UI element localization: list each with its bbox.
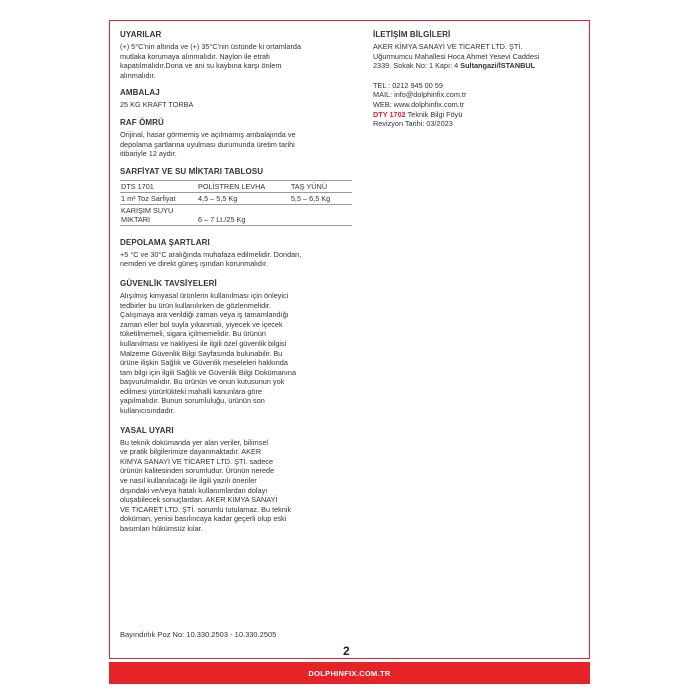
page-number: 2 xyxy=(343,644,350,658)
section-depolama xyxy=(120,238,352,269)
text-line: Çalışmaya ara verildiği zaman veya iş tamamlandığı xyxy=(120,310,289,320)
heading-depolama: DEPOLAMA ŞARTLARI xyxy=(120,237,210,247)
text-line: alınmalıdır. xyxy=(120,70,156,80)
text-line: oluşabilecek sonuçlardan. AKER KİMYA SANAYİ xyxy=(120,495,278,505)
text-depolama xyxy=(120,250,352,269)
contact-address xyxy=(373,42,583,71)
text-line: dışındaki ve/veya hatalı kullanımlardan dolayı xyxy=(120,485,268,495)
text-line: kullanıcısındadır. xyxy=(120,406,175,416)
heading-guvenlik: GÜVENLİK TAVSİYELERİ xyxy=(120,278,217,288)
right-column xyxy=(373,30,583,129)
text-line: mutlaka korumaya alınmalıdır. Naylon ile etrafı xyxy=(120,51,271,61)
text-line: tedbirler bu ürün kullanılırken de gözlenmelidir. xyxy=(120,300,271,310)
text-line: itibariyle 12 aydır. xyxy=(120,149,177,159)
section-guvenlik xyxy=(120,279,352,416)
section-sarfiyat xyxy=(120,167,352,226)
company-name: AKER KİMYA SANAYİ VE TİCARET LTD. ŞTİ. xyxy=(373,42,523,51)
text-line: 25 KG KRAFT TORBA xyxy=(120,100,194,110)
text-line: depolama şartlarına uyulması durumunda üretim tarihi xyxy=(120,139,295,149)
sarfiyat-table xyxy=(120,180,352,226)
text-yasal xyxy=(120,438,352,534)
heading-yasal: YASAL UYARI xyxy=(120,425,174,435)
table-cell: TAŞ YÜNÜ xyxy=(290,180,352,192)
footer-bar xyxy=(109,662,590,684)
text-line: tüketilmemeli, sigara içilmemelidir. Bu ürünün xyxy=(120,329,266,339)
text-line: tam bilgi için ilgili Sağlık ve Güvenlik Bilgi Dokümanına xyxy=(120,367,297,377)
left-column xyxy=(120,30,352,542)
table-row xyxy=(120,180,352,192)
text-line: Orijinal, hasar görmemiş ve açılmamış ambalajında ve xyxy=(120,129,296,139)
text-line: doküman, yenisi basılıncaya kadar geçerli olup eski xyxy=(120,514,287,524)
table-cell: DTS 1701 xyxy=(120,180,197,192)
contact-details xyxy=(373,81,583,129)
text-guvenlik xyxy=(120,291,352,416)
table-row xyxy=(120,204,352,225)
text-line: kapatılmalıdır.Dona ve ani su kaybına karşı önlem xyxy=(120,61,282,71)
text-line: yapılmalıdır. Bunun sorumluluğu, ürünün son xyxy=(120,396,265,406)
section-yasal xyxy=(120,426,352,534)
table-cell: 4,5 – 5,5 Kg xyxy=(197,192,290,204)
text-line: (+) 5°C'nin altında ve (+) 35°C'nin üstünde ki ortamlarda xyxy=(120,42,302,51)
phone-text: TEL : 0212 945 00 59 xyxy=(373,80,443,90)
text-line: başvurulmalıdır. Bu ürünün ve onun kutusunun yok xyxy=(120,377,285,387)
text-line: Bu teknik dokümanda yer alan veriler, bilimsel xyxy=(120,437,269,447)
text-line: ürünün kalitesinden sorumludur. Ürünün nerede xyxy=(120,466,275,476)
heading-iletisim: İLETİŞİM BİLGİLERİ xyxy=(373,30,451,39)
section-uyarilar xyxy=(120,30,352,80)
text-line: +5 °C ve 30°C aralığında muhafaza edilmelidir. Dondan, xyxy=(120,249,302,259)
table-cell: KARIŞIM SUYU MİKTARI xyxy=(120,204,197,225)
text-line: ürüne ilişkin Sağlık ve Güvenlik meseleleri hakkında xyxy=(120,358,288,368)
text-raf-omru xyxy=(120,130,352,159)
text-line: nemden ve direkt güneş ışından korunmalıdır. xyxy=(120,259,269,269)
web-text: WEB: www.dolphinfix.com.tr xyxy=(373,99,465,109)
document-code xyxy=(373,110,583,120)
poz-number: Bayındırlık Poz No: 10.330.2503 - 10.330.2505 xyxy=(120,630,277,639)
section-ambalaj xyxy=(120,88,352,110)
revision-date: Revizyon Tarihi: 03/2023 xyxy=(373,119,453,129)
text-line: kullanılması ve nakliyesi ile ilgili özel güvenlik bilgisi xyxy=(120,338,287,348)
table-cell: 5,5 – 6,5 Kg xyxy=(290,192,352,204)
text-line: Alışılmış kimyasal ürünlerin kullanılması için önleyici xyxy=(120,290,289,300)
text-line: basımları hükümsüz kılar. xyxy=(120,524,203,533)
section-raf-omru xyxy=(120,118,352,159)
text-line: edilmesi yürürlükteki mahalli kanunlara göre xyxy=(120,386,262,396)
table-cell xyxy=(290,204,352,225)
address-city: Sultangazi/İSTANBUL xyxy=(460,61,536,71)
table-cell: 6 – 7 Lt./25 Kg xyxy=(197,204,290,225)
heading-raf-omru: RAF ÖMRÜ xyxy=(120,117,164,127)
text-uyarilar xyxy=(120,42,352,80)
heading-ambalaj: AMBALAJ xyxy=(120,88,160,98)
text-ambalaj xyxy=(120,100,352,110)
dty-code: DTY 1702 xyxy=(373,109,406,119)
address-line-2 xyxy=(373,61,583,71)
text-line: ve pratik bilgilerimize dayanmaktadır. AKER xyxy=(120,447,262,457)
text-line: Malzeme Güvenlik Bilgi Sayfasında bulunabilir. Bu xyxy=(120,348,283,358)
text-line: zaman eller bol suyla yıkanmalı, yiyecek ve içecek xyxy=(120,319,283,329)
dty-description: Teknik Bilgi Föyü xyxy=(405,109,463,119)
text-line: VE TİCARET LTD. ŞTİ. sorumlu tutulamaz. Bu teknik xyxy=(120,504,292,514)
text-line: ve nasıl kullanılacağı ile ilgili yazılı öneriler xyxy=(120,476,257,486)
table-cell: POLİSTREN LEVHA xyxy=(197,180,290,192)
heading-uyarilar: UYARILAR xyxy=(120,30,162,39)
text-line: KİMYA SANAYİ VE TİCARET LTD. ŞTİ. sadece xyxy=(120,456,274,466)
table-row xyxy=(120,192,352,204)
heading-sarfiyat: SARFİYAT VE SU MİKTARI TABLOSU xyxy=(120,166,264,176)
footer-website: DOLPHINFIX.COM.TR xyxy=(308,668,391,678)
table-cell: 1 m² Toz Sarfiyat xyxy=(120,192,197,204)
address-street: 2339. Sokak No: 1 Kapı: 4 xyxy=(373,61,461,71)
address-line-1: Uğurmumcu Mahallesi Hoca Ahmet Yesevi Caddesi xyxy=(373,51,540,61)
mail-text: MAIL: info@dolphinfix.com.tr xyxy=(373,90,467,100)
